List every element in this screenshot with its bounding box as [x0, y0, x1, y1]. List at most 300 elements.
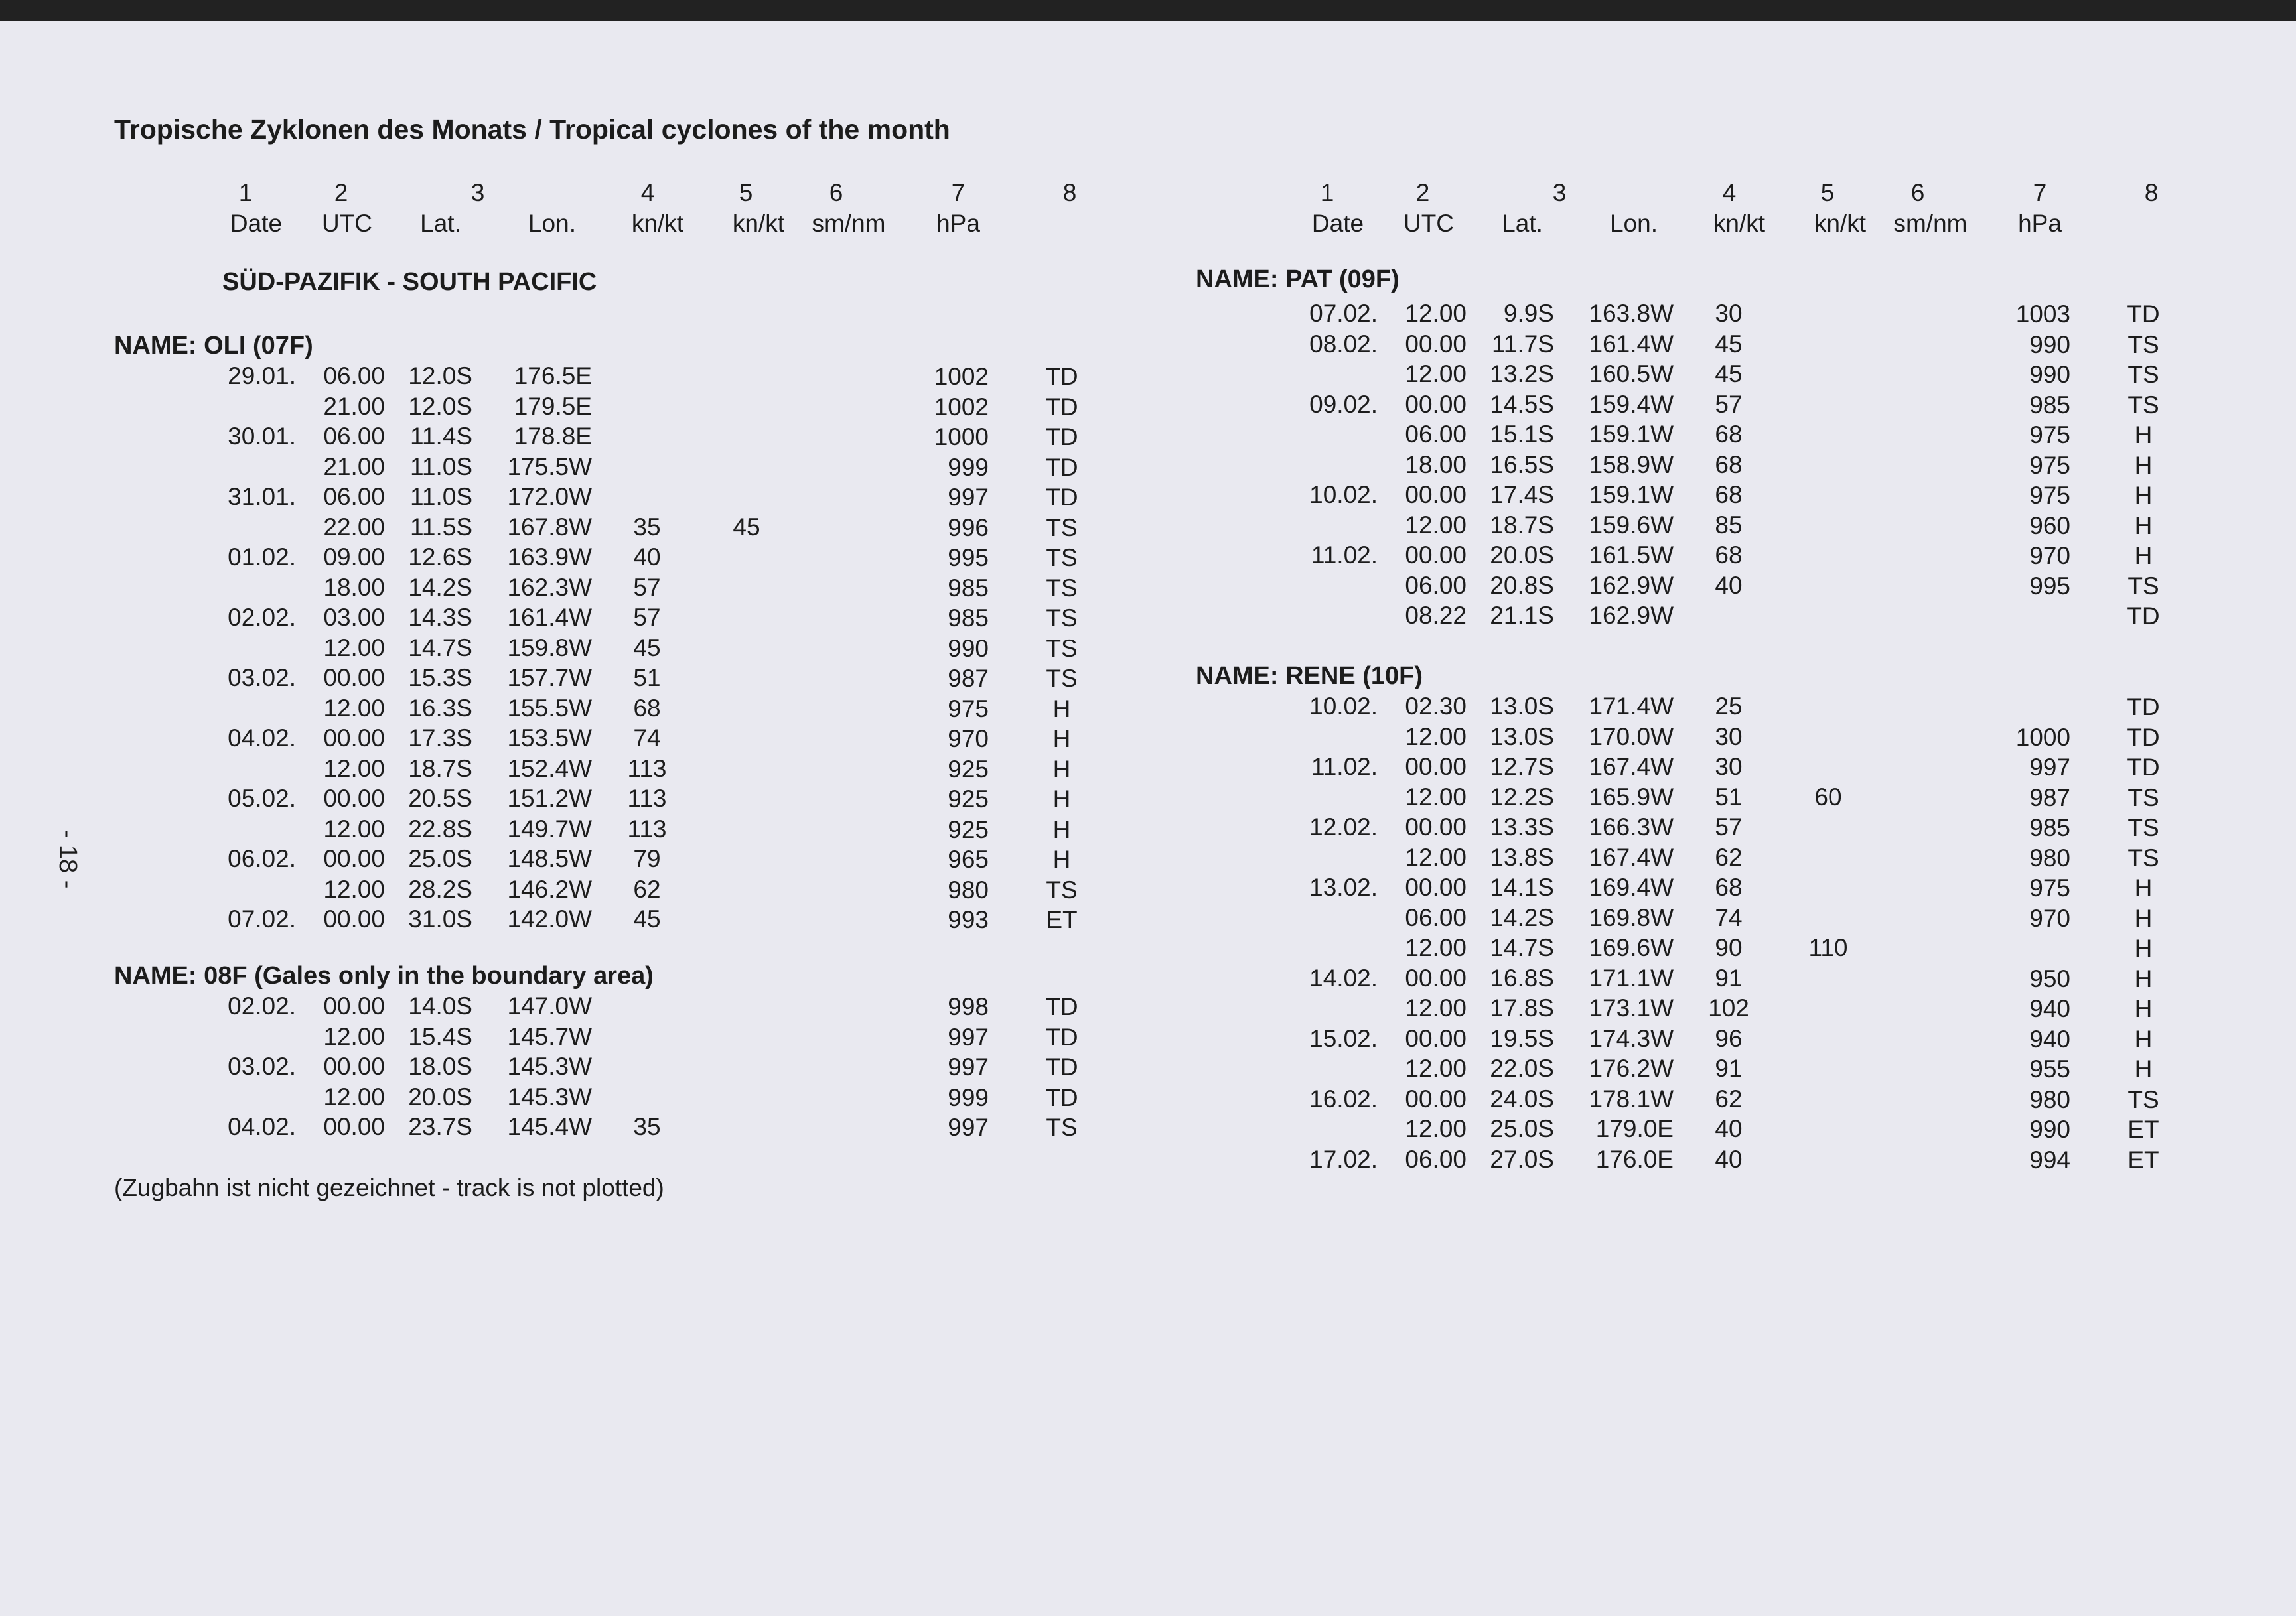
cell-utc: 12.00	[1405, 783, 1467, 811]
cell-lat: 13.3S	[1490, 813, 1554, 841]
cell-wind: 40	[1715, 571, 1743, 599]
cell-wind: 113	[627, 815, 667, 842]
column-number: 4	[640, 179, 655, 206]
column-number: 2	[334, 179, 348, 206]
cell-type: H	[2134, 511, 2153, 539]
table-row	[1082, 572, 2296, 602]
cell-utc: 00.00	[1405, 813, 1467, 841]
cell-wind: 62	[633, 875, 661, 903]
cell-lon: 179.0E	[1595, 1115, 1674, 1142]
column-number: 3	[470, 179, 485, 206]
cell-gust: 110	[1808, 934, 1848, 961]
cell-pressure: 1000	[2015, 723, 2070, 751]
cell-type: TS	[2127, 391, 2159, 419]
cell-lat: 20.0S	[408, 1083, 472, 1111]
table-row	[0, 845, 1148, 876]
cell-type: TD	[2127, 301, 2160, 328]
cell-lat: 14.1S	[1490, 874, 1554, 901]
cell-date: 03.02.	[228, 664, 296, 691]
table-row	[0, 393, 1148, 423]
cell-lat: 20.5S	[408, 785, 472, 812]
cell-wind: 74	[633, 724, 661, 752]
cell-lat: 17.3S	[408, 724, 472, 752]
cell-lon: 158.9W	[1589, 450, 1674, 478]
cell-type: TD	[1045, 484, 1078, 511]
cell-utc: 00.00	[323, 785, 385, 812]
cell-type: TS	[1046, 574, 1078, 602]
cell-lon: 159.1W	[1589, 481, 1674, 508]
cell-utc: 18.00	[1405, 450, 1467, 478]
cell-lon: 147.0W	[507, 992, 592, 1020]
cell-wind: 68	[1715, 481, 1743, 508]
cell-type: H	[1052, 725, 1071, 752]
cell-wind: 62	[1715, 1085, 1743, 1112]
table-row	[0, 543, 1148, 574]
cell-lon: 176.5E	[514, 362, 592, 389]
cell-pressure: 995	[2029, 572, 2070, 600]
cell-lon: 151.2W	[507, 785, 592, 812]
table-row	[0, 695, 1148, 725]
cell-pressure: 995	[948, 544, 989, 571]
cell-lon: 152.4W	[507, 754, 592, 782]
cell-wind: 40	[633, 543, 661, 571]
cell-type: TD	[1045, 423, 1078, 450]
table-row	[0, 785, 1148, 815]
cell-wind: 57	[633, 573, 661, 601]
cell-wind: 68	[1715, 874, 1743, 901]
cell-utc: 00.00	[1405, 964, 1467, 992]
cell-type: TS	[1046, 513, 1078, 541]
table-row	[1082, 874, 2296, 904]
cell-lat: 15.4S	[408, 1022, 472, 1050]
column-number-row	[1082, 179, 2296, 210]
cell-type: TD	[2127, 754, 2160, 781]
cell-date: 07.02.	[228, 906, 296, 933]
footnote: (Zugbahn ist nicht gezeichnet - track is not plotted)	[114, 1174, 664, 1201]
cell-wind: 85	[1715, 511, 1743, 539]
cell-lat: 12.6S	[408, 543, 472, 571]
cell-lon: 157.7W	[507, 664, 592, 691]
cell-lon: 161.4W	[507, 604, 592, 631]
cell-pressure: 925	[948, 755, 989, 783]
column-number: 6	[1910, 179, 1925, 206]
cell-lat: 23.7S	[408, 1113, 472, 1140]
cell-type: TS	[2127, 572, 2159, 600]
cell-lon: 159.6W	[1589, 511, 1674, 539]
cell-lon: 169.8W	[1589, 904, 1674, 931]
cell-type: H	[2134, 421, 2153, 448]
cell-lon: 175.5W	[507, 452, 592, 480]
cell-lon: 159.4W	[1589, 390, 1674, 418]
cell-pressure: 975	[2029, 421, 2070, 448]
cell-date: 02.02.	[228, 604, 296, 631]
cell-lon: 166.3W	[1589, 813, 1674, 841]
cell-date: 11.02.	[1311, 541, 1378, 569]
cell-pressure: 1003	[2015, 301, 2070, 328]
column-unit: kn/kt	[732, 210, 785, 237]
column-unit: kn/kt	[1814, 210, 1867, 237]
table-row	[1082, 844, 2296, 874]
cell-wind: 68	[633, 694, 661, 722]
cell-type: TD	[2127, 602, 2160, 630]
cell-wind: 45	[1715, 360, 1743, 387]
cell-pressure: 990	[2029, 361, 2070, 388]
table-row	[0, 604, 1148, 634]
cell-date: 31.01.	[228, 483, 296, 510]
column-unit: Lon.	[1609, 210, 1658, 237]
cell-lon: 172.0W	[507, 483, 592, 510]
cell-date: 05.02.	[228, 785, 296, 812]
cell-wind: 25	[1715, 693, 1743, 720]
cell-lon: 163.9W	[507, 543, 592, 571]
cell-type: TD	[2127, 723, 2160, 751]
cell-utc: 03.00	[323, 604, 385, 631]
cell-pressure: 997	[948, 1053, 989, 1081]
cell-lat: 13.2S	[1490, 360, 1554, 387]
cell-gust: 45	[733, 513, 760, 541]
cell-type: ET	[1046, 906, 1078, 933]
cell-lon: 167.4W	[1589, 753, 1674, 780]
cell-pressure: 985	[948, 574, 989, 602]
cyclone-name-heading: NAME: OLI (07F)	[114, 332, 313, 360]
cell-utc: 00.00	[1405, 390, 1467, 418]
column-unit: Lon.	[528, 210, 576, 237]
cell-utc: 00.00	[1405, 1024, 1467, 1052]
cell-wind: 51	[1715, 783, 1743, 811]
cell-wind: 40	[1715, 1145, 1743, 1173]
column-unit: Lat.	[1502, 210, 1543, 237]
cell-pressure: 996	[948, 513, 989, 541]
cell-pressure: 990	[948, 634, 989, 662]
cell-lat: 14.2S	[1490, 904, 1554, 931]
table-row	[0, 992, 1148, 1023]
table-row	[0, 906, 1148, 936]
cell-utc: 00.00	[1405, 874, 1467, 901]
column-number: 1	[1320, 179, 1334, 206]
table-row	[1082, 813, 2296, 844]
cell-lon: 145.4W	[507, 1113, 592, 1140]
column-unit: UTC	[321, 210, 373, 237]
cell-type: TD	[1045, 1083, 1078, 1111]
table-row	[1082, 360, 2296, 391]
cell-type: TD	[1045, 453, 1078, 481]
cell-utc: 00.00	[323, 1113, 385, 1140]
cell-lat: 11.0S	[410, 452, 472, 480]
cell-lon: 162.3W	[507, 573, 592, 601]
cell-date: 11.02.	[1311, 753, 1378, 780]
column-number: 7	[951, 179, 966, 206]
cell-date: 04.02.	[228, 724, 296, 752]
table-row	[0, 755, 1148, 785]
cell-wind: 51	[633, 664, 661, 691]
column-number: 7	[2033, 179, 2047, 206]
cell-type: H	[2134, 935, 2153, 962]
cell-date: 15.02.	[1309, 1024, 1378, 1052]
cell-lat: 9.9S	[1503, 300, 1554, 327]
table-row	[1082, 1146, 2296, 1176]
cell-lat: 15.1S	[1490, 421, 1554, 448]
table-row	[1082, 1025, 2296, 1055]
cell-pressure: 985	[2029, 391, 2070, 419]
cell-type: TS	[2127, 844, 2159, 872]
cell-lon: 155.5W	[507, 694, 592, 722]
cell-pressure: 950	[2029, 965, 2070, 992]
cell-lat: 13.8S	[1490, 843, 1554, 871]
cell-wind: 91	[1715, 964, 1743, 992]
table-row	[1082, 602, 2296, 632]
cell-date: 14.02.	[1309, 964, 1378, 992]
table-row	[1082, 723, 2296, 754]
cell-pressure: 990	[2029, 330, 2070, 358]
cell-pressure: 975	[2029, 482, 2070, 509]
cell-wind: 113	[627, 754, 667, 782]
cell-utc: 12.00	[1405, 300, 1467, 327]
cell-wind: 68	[1715, 450, 1743, 478]
cell-type: TD	[1045, 363, 1078, 390]
table-row	[0, 483, 1148, 513]
cell-utc: 00.00	[1405, 753, 1467, 780]
cell-utc: 12.00	[1405, 360, 1467, 387]
cell-lat: 14.7S	[1490, 934, 1554, 961]
cell-date: 29.01.	[228, 362, 296, 389]
cell-lon: 161.5W	[1589, 541, 1674, 569]
cell-pressure: 965	[948, 846, 989, 873]
cell-lat: 18.7S	[408, 754, 472, 782]
cell-type: TS	[1046, 544, 1078, 571]
column-number: 8	[1062, 179, 1077, 206]
cell-pressure: 997	[948, 1114, 989, 1141]
cell-type: H	[2134, 1055, 2153, 1083]
cell-pressure: 940	[2029, 1025, 2070, 1053]
table-row	[0, 815, 1148, 846]
cell-type: H	[2134, 1025, 2153, 1053]
cell-type: TS	[1046, 665, 1078, 692]
right-table	[1082, 0, 2296, 1616]
column-number-row	[0, 179, 1148, 210]
cell-date: 07.02.	[1309, 300, 1378, 327]
cell-lat: 16.5S	[1490, 450, 1554, 478]
cell-lon: 179.5E	[514, 392, 592, 420]
cell-utc: 00.00	[1405, 1085, 1467, 1112]
column-unit-row	[0, 210, 1148, 240]
cell-type: TS	[1046, 604, 1078, 632]
cell-utc: 12.00	[1405, 843, 1467, 871]
cell-type: TD	[1045, 393, 1078, 421]
cell-wind: 74	[1715, 904, 1743, 931]
cell-date: 04.02.	[228, 1113, 296, 1140]
cell-lat: 16.8S	[1490, 964, 1554, 992]
cell-utc: 00.00	[323, 724, 385, 752]
cell-lat: 13.0S	[1490, 693, 1554, 720]
cell-type: TS	[2127, 330, 2159, 358]
cell-lat: 11.0S	[410, 483, 472, 510]
cell-type: TS	[2127, 814, 2159, 841]
cell-pressure: 975	[2029, 874, 2070, 902]
cell-type: H	[2134, 542, 2153, 569]
cell-lon: 159.8W	[507, 634, 592, 661]
column-unit: hPa	[936, 210, 980, 237]
cell-utc: 00.00	[323, 992, 385, 1020]
cell-utc: 06.00	[323, 362, 385, 389]
cell-wind: 62	[1715, 843, 1743, 871]
cell-lon: 162.9W	[1589, 602, 1674, 629]
cell-lat: 14.3S	[408, 604, 472, 631]
table-row	[1082, 693, 2296, 723]
cell-lon: 176.0E	[1595, 1145, 1674, 1173]
cell-lat: 14.7S	[408, 634, 472, 661]
cell-pressure: 980	[2029, 1085, 2070, 1113]
column-unit-row	[1082, 210, 2296, 240]
cell-utc: 12.00	[1405, 994, 1467, 1022]
cell-lon: 171.4W	[1589, 693, 1674, 720]
cell-pressure: 975	[2029, 451, 2070, 479]
cell-utc: 12.00	[323, 694, 385, 722]
cell-type: H	[1052, 846, 1071, 873]
cell-lat: 11.4S	[410, 423, 472, 450]
cell-date: 08.02.	[1309, 330, 1378, 358]
cell-lat: 14.0S	[408, 992, 472, 1020]
cell-lon: 145.7W	[507, 1022, 592, 1050]
cell-lat: 20.8S	[1490, 571, 1554, 599]
cell-wind: 35	[633, 1113, 661, 1140]
cell-pressure: 985	[948, 604, 989, 632]
cell-date: 09.02.	[1309, 390, 1378, 418]
cell-pressure: 975	[948, 695, 989, 722]
cell-lon: 145.3W	[507, 1083, 592, 1111]
cell-pressure: 994	[2029, 1146, 2070, 1174]
cell-utc: 18.00	[323, 573, 385, 601]
cell-pressure: 998	[948, 993, 989, 1020]
cell-utc: 12.00	[323, 634, 385, 661]
cell-lat: 25.0S	[1490, 1115, 1554, 1142]
cell-lat: 18.0S	[408, 1053, 472, 1080]
cell-utc: 08.22	[1405, 602, 1467, 629]
cell-lon: 142.0W	[507, 906, 592, 933]
cell-lon: 171.1W	[1589, 964, 1674, 992]
cell-type: H	[2134, 874, 2153, 902]
table-row	[0, 664, 1148, 695]
cell-pressure: 997	[2029, 754, 2070, 781]
cell-wind: 35	[633, 513, 661, 541]
table-row	[1082, 330, 2296, 361]
cell-lat: 12.7S	[1490, 753, 1554, 780]
cell-utc: 12.00	[323, 1083, 385, 1111]
table-row	[0, 1023, 1148, 1053]
cell-pressure: 997	[948, 1023, 989, 1051]
column-number: 3	[1552, 179, 1567, 206]
cell-date: 10.02.	[1309, 481, 1378, 508]
cell-wind: 57	[1715, 813, 1743, 841]
cell-lat: 13.0S	[1490, 722, 1554, 750]
cell-lon: 173.1W	[1589, 994, 1674, 1022]
cell-lat: 14.2S	[408, 573, 472, 601]
cell-wind: 68	[1715, 541, 1743, 569]
cell-wind: 102	[1708, 994, 1749, 1022]
column-unit: kn/kt	[1713, 210, 1766, 237]
column-unit: Lat.	[420, 210, 461, 237]
cell-lat: 19.5S	[1490, 1024, 1554, 1052]
cell-type: ET	[2127, 1116, 2159, 1143]
cell-utc: 12.00	[1405, 511, 1467, 539]
cell-lat: 12.2S	[1490, 783, 1554, 811]
column-number: 1	[238, 179, 253, 206]
table-row	[1082, 391, 2296, 421]
cell-utc: 06.00	[1405, 571, 1467, 599]
cyclone-name-heading: NAME: 08F (Gales only in the boundary area)	[114, 962, 654, 990]
cell-pressure: 987	[948, 665, 989, 692]
cell-wind: 79	[633, 845, 661, 872]
cell-wind: 57	[1715, 390, 1743, 418]
cell-lat: 22.8S	[408, 815, 472, 842]
cell-lon: 163.8W	[1589, 300, 1674, 327]
table-row	[0, 634, 1148, 665]
cell-lat: 31.0S	[408, 906, 472, 933]
cell-utc: 21.00	[323, 392, 385, 420]
table-row	[0, 362, 1148, 393]
cell-lat: 21.1S	[1490, 602, 1554, 629]
cell-utc: 12.00	[1405, 934, 1467, 961]
cell-wind: 90	[1715, 934, 1743, 961]
column-number: 5	[739, 179, 753, 206]
cell-lon: 167.4W	[1589, 843, 1674, 871]
cell-pressure: 960	[2029, 511, 2070, 539]
cell-lat: 11.7S	[1492, 330, 1554, 358]
cell-lon: 159.1W	[1589, 421, 1674, 448]
table-row	[0, 423, 1148, 453]
cell-utc: 00.00	[323, 1053, 385, 1080]
table-row	[1082, 511, 2296, 542]
cell-date: 06.02.	[228, 845, 296, 872]
cell-utc: 06.00	[1405, 1145, 1467, 1173]
cell-wind: 113	[627, 785, 667, 812]
cell-lon: 145.3W	[507, 1053, 592, 1080]
column-unit: sm/nm	[1893, 210, 1968, 237]
cell-lon: 161.4W	[1589, 330, 1674, 358]
cell-lat: 12.0S	[408, 362, 472, 389]
cell-type: TD	[1045, 1053, 1078, 1081]
cyclone-name-heading: NAME: PAT (09F)	[1196, 265, 1399, 293]
cell-utc: 06.00	[323, 483, 385, 510]
table-row	[1082, 934, 2296, 965]
page-title: Tropische Zyklonen des Monats / Tropical cyclones of the month	[114, 114, 950, 145]
cell-type: TS	[2127, 783, 2159, 811]
cell-type: H	[2134, 904, 2153, 932]
cell-lon: 169.6W	[1589, 934, 1674, 961]
cell-pressure: 1000	[934, 423, 989, 450]
table-row	[1082, 904, 2296, 935]
page-number: - 18 -	[54, 829, 82, 889]
cell-pressure: 925	[948, 785, 989, 813]
cell-lon: 174.3W	[1589, 1024, 1674, 1052]
cell-date: 13.02.	[1309, 874, 1378, 901]
column-unit: sm/nm	[812, 210, 886, 237]
cell-lat: 20.0S	[1490, 541, 1554, 569]
table-row	[0, 724, 1148, 755]
cell-lon: 178.8E	[514, 423, 592, 450]
table-row	[1082, 541, 2296, 572]
column-unit: Date	[230, 210, 283, 237]
cell-lon: 176.2W	[1589, 1055, 1674, 1082]
cell-date: 30.01.	[228, 423, 296, 450]
cell-type: TS	[1046, 1114, 1078, 1141]
table-row	[1082, 965, 2296, 995]
cell-lon: 165.9W	[1589, 783, 1674, 811]
table-row	[0, 1053, 1148, 1083]
cell-utc: 12.00	[323, 875, 385, 903]
cell-wind: 45	[633, 906, 661, 933]
cell-lat: 17.8S	[1490, 994, 1554, 1022]
table-row	[1082, 300, 2296, 330]
